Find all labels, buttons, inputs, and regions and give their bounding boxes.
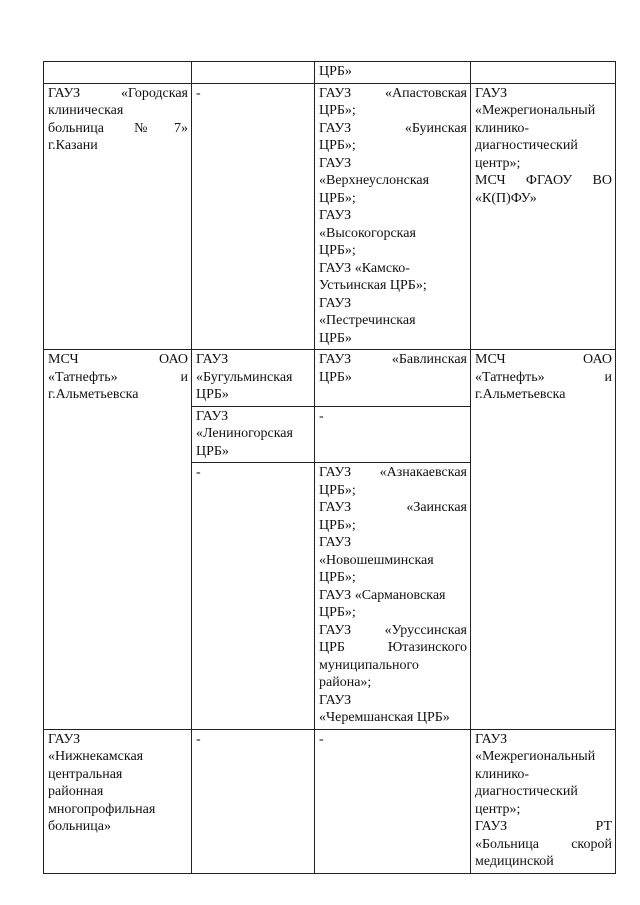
hospital-routing-table — [43, 61, 616, 874]
cell-text-line: ГАУЗ «Бавлинская — [319, 352, 467, 367]
cell-text-line: ГАУЗ — [319, 692, 352, 708]
cell-text-line: «К(П)ФУ» — [475, 190, 537, 206]
cell-text-line: клинико- — [475, 120, 530, 136]
cell-third-level — [471, 729, 616, 873]
cell-text-line: ГАУЗ — [319, 208, 352, 223]
cell-text-line: «Лениногорская — [196, 426, 293, 441]
cell-text-line: Устьинская ЦРБ»; — [319, 278, 427, 293]
cell-attached-crb — [315, 350, 471, 407]
cell-text-line: диагностический — [475, 138, 578, 153]
cell-third-level — [471, 62, 616, 84]
cell-text-line: клиническая — [48, 103, 124, 118]
cell-text-line: больница №7» — [48, 120, 188, 136]
cell-text-line: - — [319, 731, 324, 747]
cell-text-line: ЦРБ»; — [319, 138, 356, 153]
table-row — [44, 729, 616, 873]
cell-medical-org — [44, 83, 192, 350]
table-row — [44, 350, 616, 407]
cell-text-line: «Бугульминская — [196, 369, 293, 385]
cell-second-level — [192, 62, 315, 84]
cell-text-line: ЦРБ» — [319, 64, 352, 79]
cell-text-line: «Новошешминская — [319, 552, 434, 568]
cell-text-line: МСЧ ОАО — [48, 352, 188, 367]
cell-text-line: г.Казани — [48, 138, 98, 153]
cell-second-level — [192, 83, 315, 350]
cell-text-line: ЦРБ»; — [319, 482, 356, 498]
cell-text-line: ГАУЗ «Азнакаевская — [319, 465, 467, 480]
cell-text-line: ЦРБ»; — [319, 570, 356, 585]
cell-text-line: многопрофильная — [48, 801, 156, 817]
cell-medical-org — [44, 350, 192, 730]
cell-text-line: ГАУЗ — [196, 352, 229, 367]
cell-text-line: ГАУЗ «Заинская — [319, 500, 467, 515]
cell-text-line: клинико- — [475, 766, 530, 782]
cell-attached-crb — [315, 406, 471, 463]
cell-text-line: ГАУЗ — [319, 155, 352, 171]
cell-text-line: - — [196, 465, 201, 480]
cell-text-line: ГАУЗ — [48, 731, 81, 747]
cell-text-line: ГАУЗ «Камско- — [319, 260, 410, 276]
cell-second-level — [192, 729, 315, 873]
cell-text-line: ЦРБ»; — [319, 517, 356, 533]
cell-text-line: больница» — [48, 819, 111, 834]
cell-text-line: «Нижнекамская — [48, 749, 144, 764]
cell-text-line: ГАУЗ «Буинская — [319, 120, 467, 136]
cell-text-line: ЦРБ»; — [319, 605, 356, 620]
cell-text-line: ЦРБ» — [196, 443, 229, 459]
cell-text-line: - — [319, 408, 324, 424]
cell-text-line: ГАУЗ — [319, 535, 352, 550]
cell-text-line: ЦРБ» — [319, 330, 352, 346]
cell-medical-org — [44, 729, 192, 873]
cell-text-line: - — [196, 731, 201, 747]
cell-text-line: ЦРБ»; — [319, 243, 356, 258]
cell-text-line: ЦРБ» — [319, 369, 352, 385]
cell-text-line: ЦРБ»; — [319, 190, 356, 206]
cell-text-line: «Верхнеуслонская — [319, 173, 430, 188]
cell-text-line: центр»; — [475, 801, 521, 817]
cell-text-line: «Межрегиональный — [475, 103, 596, 118]
cell-text-line: «Черемшанская ЦРБ» — [319, 710, 450, 725]
cell-text-line: районная — [48, 784, 104, 799]
table-row — [44, 83, 616, 350]
cell-text-line: «Татнефть» и — [475, 369, 612, 385]
cell-text-line: ЦРБ Ютазинского — [319, 640, 467, 655]
cell-third-level — [471, 350, 616, 730]
cell-text-line: МСЧ ФГАОУ ВО — [475, 173, 612, 188]
cell-text-line: «Татнефть» и — [48, 369, 188, 385]
cell-text-line: ЦРБ»; — [319, 103, 356, 118]
cell-second-level — [192, 350, 315, 407]
cell-third-level — [471, 83, 616, 350]
cell-text-line: - — [196, 85, 201, 101]
cell-text-line: «Больница скорой — [475, 836, 612, 852]
cell-text-line: медицинской — [475, 854, 554, 869]
cell-text-line: ЦРБ» — [196, 387, 229, 402]
cell-text-line: ГАУЗ «Уруссинская — [319, 622, 467, 638]
cell-text-line: ГАУЗ — [319, 295, 352, 311]
cell-medical-org — [44, 62, 192, 84]
cell-text-line: ГАУЗ «Сармановская — [319, 587, 446, 603]
cell-text-line: г.Альметьевска — [48, 387, 139, 402]
cell-text-line: ГАУЗ — [475, 731, 508, 747]
cell-text-line: г.Альметьевска — [475, 387, 566, 402]
cell-attached-crb — [315, 62, 471, 84]
cell-attached-crb — [315, 729, 471, 873]
table-row — [44, 62, 616, 84]
cell-text-line: диагностический — [475, 784, 578, 799]
cell-text-line: ГАУЗ «Апастовская — [319, 85, 467, 101]
cell-text-line: ГАУЗ «Городская — [48, 85, 188, 101]
cell-second-level — [192, 463, 315, 730]
cell-text-line: «Высокогорская — [319, 225, 416, 241]
cell-attached-crb — [315, 463, 471, 730]
cell-text-line: района»; — [319, 675, 372, 690]
cell-attached-crb — [315, 83, 471, 350]
cell-text-line: ГАУЗ — [196, 408, 229, 424]
cell-text-line: «Пестречинская — [319, 313, 416, 328]
cell-text-line: МСЧ ОАО — [475, 352, 612, 367]
cell-second-level — [192, 406, 315, 463]
cell-text-line: ГАУЗ РТ — [475, 819, 612, 834]
cell-text-line: центральная — [48, 766, 123, 782]
cell-text-line: муниципального — [319, 657, 419, 673]
cell-text-line: «Межрегиональный — [475, 749, 596, 764]
cell-text-line: ГАУЗ — [475, 85, 508, 101]
cell-text-line: центр»; — [475, 155, 521, 171]
